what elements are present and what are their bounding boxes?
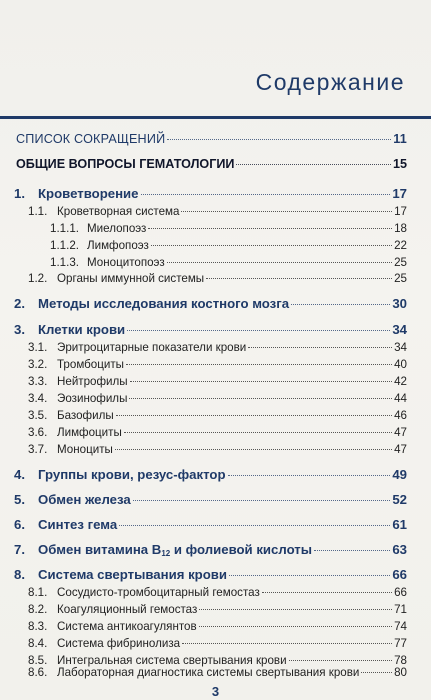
leader-dots: [199, 609, 392, 610]
toc-entry-1-1-2[interactable]: [50, 239, 407, 252]
toc-page: 49: [392, 467, 407, 482]
toc-entry-3-5[interactable]: [28, 409, 407, 422]
toc-number: 8.4.: [28, 637, 48, 650]
toc-entry-3-3[interactable]: [28, 375, 407, 388]
toc-page: 42: [394, 375, 407, 388]
toc-entry-8-1[interactable]: [28, 586, 407, 599]
toc-label: Сосудисто-тромбоцитарный гемостаз: [57, 586, 260, 599]
toc-label: Органы иммунной системы: [57, 272, 205, 285]
leader-dots: [167, 262, 392, 263]
toc-entry-3-1[interactable]: [28, 341, 407, 354]
toc-label-part: и фолиевой кислоты: [170, 542, 313, 557]
toc-label: Система фибринолиза: [57, 637, 181, 650]
page-title: Содержание: [255, 69, 405, 95]
toc-label: Методы исследования костного мозга: [38, 296, 290, 311]
toc-label: Тромбоциты: [57, 358, 125, 371]
toc-label: Клетки крови: [38, 322, 126, 337]
toc-entry-3-2[interactable]: [28, 358, 407, 371]
toc-label: Моноциты: [57, 443, 113, 456]
toc-number: 1.1.3.: [50, 256, 80, 269]
toc-number: 5.: [14, 492, 25, 507]
toc-number: 3.1.: [28, 341, 48, 354]
leader-dots: [206, 278, 392, 279]
toc-label: ОБЩИЕ ВОПРОСЫ ГЕМАТОЛОГИИ: [16, 157, 235, 171]
toc-label: Группы крови, резус-фактор: [38, 467, 226, 482]
leader-dots: [361, 672, 392, 673]
toc-page: 17: [392, 186, 407, 201]
toc-page: 47: [394, 443, 407, 456]
leader-dots: [116, 415, 392, 416]
leader-dots: [291, 304, 390, 305]
toc-page: 34: [394, 341, 407, 354]
toc-page: 44: [394, 392, 407, 405]
toc-entry-abbreviations[interactable]: [16, 132, 407, 146]
toc-label: Эозинофилы: [57, 392, 128, 405]
toc-label: Лабораторная диагностика системы свертывания крови: [57, 666, 360, 679]
toc-page: 25: [394, 272, 407, 285]
toc-page: 63: [392, 542, 407, 557]
toc-page: 34: [392, 322, 407, 337]
leader-dots: [199, 626, 392, 627]
toc-page: 22: [394, 239, 407, 252]
toc-page: 11: [393, 132, 407, 146]
toc-label: Интегральная система свертывания крови: [57, 654, 287, 667]
toc-label: Эритроцитарные показатели крови: [57, 341, 247, 354]
toc-chapter-4[interactable]: [14, 467, 407, 482]
leader-dots: [151, 245, 392, 246]
toc-label: Коагуляционный гемостаз: [57, 603, 198, 616]
toc-entry-8-2[interactable]: [28, 603, 407, 616]
toc-number: 1.1.: [28, 205, 48, 218]
toc-entry-8-6[interactable]: [28, 666, 407, 679]
toc-number: 6.: [14, 517, 25, 532]
leader-dots: [248, 347, 392, 348]
toc-chapter-2[interactable]: [14, 296, 407, 311]
toc-number: 3.3.: [28, 375, 48, 388]
toc-number: 1.1.1.: [50, 222, 80, 235]
toc-number: 1.2.: [28, 272, 48, 285]
toc-entry-8-3[interactable]: [28, 620, 407, 633]
toc-page: 17: [394, 205, 407, 218]
leader-dots: [119, 525, 390, 526]
toc-label: СПИСОК СОКРАЩЕНИЙ: [16, 132, 166, 146]
leader-dots: [236, 164, 391, 165]
toc-page: 40: [394, 358, 407, 371]
toc-page: 66: [392, 567, 407, 582]
toc-number: 8.1.: [28, 586, 48, 599]
header-rule: [0, 116, 431, 119]
toc-chapter-6[interactable]: [14, 517, 407, 532]
toc-number: 8.6.: [28, 666, 48, 679]
toc-entry-8-4[interactable]: [28, 637, 407, 650]
toc-number: 3.2.: [28, 358, 48, 371]
leader-dots: [314, 550, 390, 551]
leader-dots: [289, 660, 393, 661]
leader-dots: [129, 398, 392, 399]
toc-number: 8.3.: [28, 620, 48, 633]
toc-page: 74: [394, 620, 407, 633]
leader-dots: [262, 592, 392, 593]
toc-page: 66: [394, 586, 407, 599]
toc-page: 15: [392, 157, 407, 171]
toc-entry-1-1-1[interactable]: [50, 222, 407, 235]
toc-page: 46: [394, 409, 407, 422]
leader-dots: [228, 475, 391, 476]
toc-label: Лимфоциты: [57, 426, 122, 439]
leader-dots: [181, 211, 392, 212]
toc-chapter-1[interactable]: [14, 186, 407, 201]
toc-number: 3.7.: [28, 443, 48, 456]
toc-page: 47: [394, 426, 407, 439]
toc-number: 8.: [14, 567, 25, 582]
toc-number: 3.5.: [28, 409, 48, 422]
toc-chapter-5[interactable]: [14, 492, 407, 507]
leader-dots: [141, 194, 391, 195]
toc-number: 2.: [14, 296, 25, 311]
toc-entry-3-4[interactable]: [28, 392, 407, 405]
toc-number: 8.5.: [28, 654, 48, 667]
toc-label: Синтез гема: [38, 517, 118, 532]
leader-dots: [130, 381, 392, 382]
toc-label: Обмен железа: [38, 492, 131, 507]
leader-dots: [182, 643, 392, 644]
toc-label: Базофилы: [57, 409, 114, 422]
toc-entry-1-2[interactable]: [28, 272, 407, 285]
toc-entry-general-questions[interactable]: [16, 157, 407, 171]
toc-number: 1.1.2.: [50, 239, 80, 252]
toc-label: Лимфопоэз: [87, 239, 149, 252]
toc-number: 8.2.: [28, 603, 48, 616]
leader-dots: [229, 575, 390, 576]
toc-label: Система свертывания крови: [38, 567, 227, 582]
toc-number: 7.: [14, 542, 25, 557]
toc-label: Система антикоагулянтов: [57, 620, 197, 633]
toc-label: Моноцитопоэз: [87, 256, 165, 269]
toc-entry-1-1-3[interactable]: [50, 256, 407, 269]
toc-page: 52: [392, 492, 407, 507]
toc-page: 18: [394, 222, 407, 235]
leader-dots: [127, 330, 390, 331]
toc-chapter-3[interactable]: [14, 322, 407, 337]
leader-dots: [126, 364, 392, 365]
toc-number: 3.6.: [28, 426, 48, 439]
toc-entry-3-6[interactable]: [28, 426, 407, 439]
toc-entry-1-1[interactable]: [28, 205, 407, 218]
toc-label: [38, 542, 312, 558]
page-number: 3: [211, 684, 220, 699]
toc-label: Кроветворение: [38, 186, 139, 201]
toc-page: 77: [394, 637, 407, 650]
toc-page: 61: [392, 517, 407, 532]
leader-dots: [115, 449, 392, 450]
toc-label: Кроветворная система: [57, 205, 180, 218]
toc-label-subscript: 12: [161, 549, 171, 558]
leader-dots: [133, 500, 391, 501]
toc-number: 3.4.: [28, 392, 48, 405]
toc-number: 4.: [14, 467, 25, 482]
toc-label: Нейтрофилы: [57, 375, 128, 388]
toc-chapter-8[interactable]: [14, 567, 407, 582]
toc-label: Миелопоэз: [87, 222, 147, 235]
toc-page: 80: [394, 666, 407, 679]
toc-number: 3.: [14, 322, 25, 337]
leader-dots: [167, 139, 391, 140]
toc-page: 71: [394, 603, 407, 616]
toc-entry-3-7[interactable]: [28, 443, 407, 456]
toc-page: 30: [392, 296, 407, 311]
leader-dots: [148, 228, 392, 229]
toc-page: 78: [394, 654, 407, 667]
toc-page: 25: [394, 256, 407, 269]
toc-label-part: Обмен витамина B: [38, 542, 162, 557]
leader-dots: [124, 432, 392, 433]
toc-chapter-7[interactable]: [14, 542, 407, 558]
toc-number: 1.: [14, 186, 25, 201]
